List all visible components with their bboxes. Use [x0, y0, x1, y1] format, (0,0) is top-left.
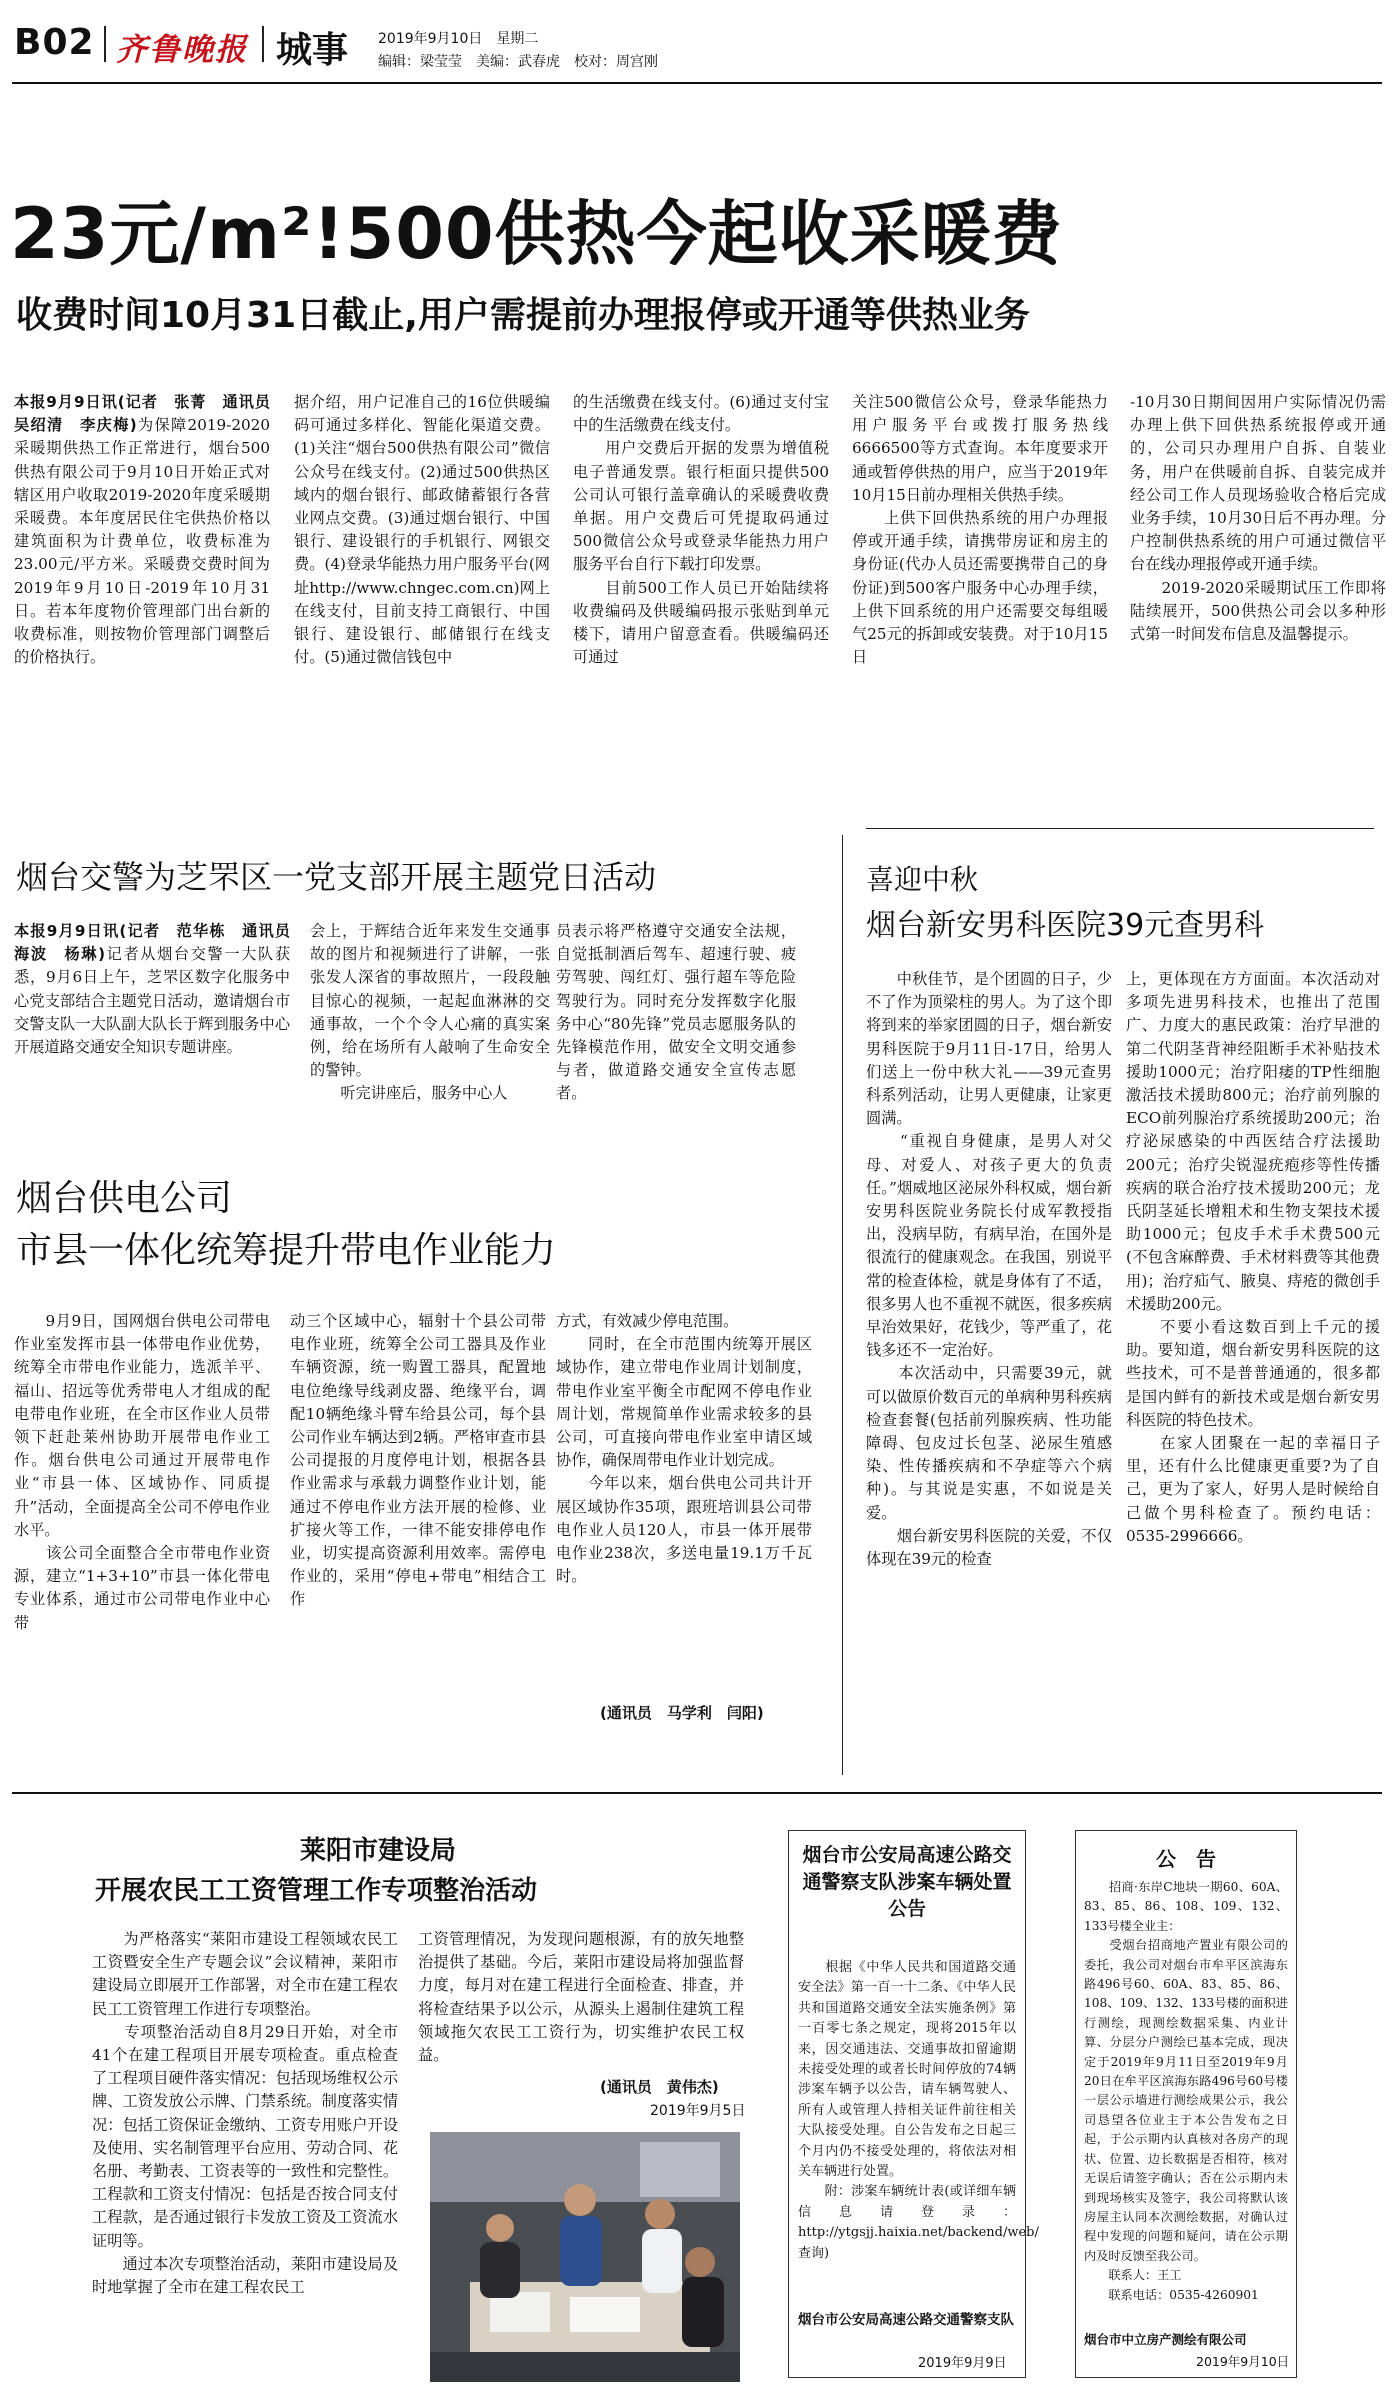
issue-date: 2019年9月10日 星期二: [378, 31, 539, 47]
hospital-headline-1: 喜迎中秋: [866, 863, 979, 896]
column-divider: [842, 835, 843, 1775]
party-column-3: 员表示将严格遵守交通安全法规，自觉抵制酒后驾车、超速行驶、疲劳驾驶、闯红灯、强行超车等危险驾驶行为。同时充分发挥数字化服务中心“80先锋”党员志愿服务队的先锋模范作用，做安全文明交通参与者，做道路交通安全宣传志愿者。: [556, 922, 796, 1103]
power-column-2: 动三个区域中心，辐射十个县公司带电作业班，统筹全公司工器具及作业车辆资源，统一购置工器具，配置地电位绝缘导线剥皮器、绝缘平台，调配10辆绝缘斗臂车给县公司，每个县公司作业车辆达到2辆。严格审查市县公司提报的月度停电计划，根据各县作业需求与承载力调整作业计划，能通过不停电作业方法开展的检修、业扩接火等工作，一律不能安排停电作业，切实提高资源利用效率。需停电作业的，采用“停电+带电”相结合工作: [290, 1312, 546, 1609]
power-headline-1: 烟台供电公司: [16, 1178, 233, 1219]
power-signoff: (通讯员 马学利 闫阳): [600, 1704, 764, 1722]
laiyang-date: 2019年9月5日: [650, 2103, 746, 2119]
section-rule-1: [866, 828, 1374, 829]
laiyang-column-1: 为严格落实“莱阳市建设工程领域农民工工资暨安全生产专题会议”会议精神，莱阳市建设局立即展开工作部署，对全市在建工程农民工工资管理工作进行专项整治。 专项整治活动自8月29日开始，对全市41个在建工程项目开展专项检查。重点检查了工程项目硬件落实情况：包括现场维权公示牌、工资发放公示牌、门禁系统。制度落实情况：包括工资保证金缴纳、工资专用账户开设及使用、实名制管理平台应用、劳动合同、花名册、考勤表、工资表等的一致性和完整性。工程款和工资支付情况：包括是否按合同支付工程款，是否通过银行卡发放工资及工资流水证明等。 通过本次专项整治活动，莱阳市建设局及时地掌握了全市在建工程农民工: [92, 1930, 398, 2297]
police-date: 2019年9月9日: [918, 2356, 1007, 2371]
power-headline-2: 市县一体化统筹提升带电作业能力: [16, 1230, 557, 1271]
laiyang-column-2: 工资管理情况，为发现问题根源，有的放矢地整治提供了基础。今后，莱阳市建设局将加强监督力度，每月对在建工程进行全面检查、排查，并将检查结果予以公示，从源头上遏制住建筑工程领域拖欠农民工工资行为，切实维护农民工权益。: [418, 1930, 744, 2065]
hospital-headline-2: 烟台新安男科医院39元查男科: [866, 908, 1265, 943]
lead-text-1: 为保障2019-2020采暖期供热工作正常进行，烟台500供热有限公司于9月10日开始正式对辖区用户收取2019-2020年度采暖期采暖费。本年度居民住宅供热价格以建筑面积为计费单位，收费标准为23.00元/平方米。采暖费交费时间为2019年9月10日-2019年10月31日。若本年度物价管理部门出台新的收费标准，则按物价管理部门调整后的价格执行。: [14, 416, 270, 667]
public-notice-body: 招商·东岸C地块一期60、60A、83、85、86、108、109、132、133号楼全业主： 受烟台招商地产置业有限公司的委托，我公司对烟台市牟平区滨海东路496号60、60A、83、85、86、108、109、132、133号楼的面积进行测绘，现测绘数据采集、内业计算、分层分户测绘已基本完成，现决定于2019年9月11日至2019年9月20日在牟平区滨海东路496号60号楼一层公示墙进行测绘成果公示，我公司恳望各位业主于本公告发布之日起，于公示期内认真核对各房产的现状、位置、边长数据是否相符，核对无误后请签字确认；否在公示期内未到现场核实及签字，我公司将默认该房屋主认同本次测绘数据，对确认过程中发现的问题和疑问，请在公示期内及时反馈至我公司。 联系人：王工 联系电话：0535-4260901: [1084, 1880, 1288, 2302]
laiyang-headline-1: 莱阳市建设局: [300, 1836, 457, 1866]
newspaper-logo: 齐鲁晚报: [116, 32, 248, 68]
bottom-section-rule: [12, 1792, 1382, 1794]
hospital-column-1: 中秋佳节，是个团圆的日子，少不了作为顶梁柱的男人。为了这个即将到来的举家团圆的日子，烟台新安男科医院于9月11日-17日，给男人们送上一份中秋大礼——39元查男科系列活动，让男人更健康，让家更圆满。 “重视自身健康，是男人对父母、对爱人、对孩子更大的负责任。”烟威地区泌尿外科权威，烟台新安男科医院业务院长付成军教授指出，没病早防，有病早治，在国外是很流行的健康观念。在我国，别说平常的检查体检，就是身体有了不适，很多男人也不重视不就医，很多疾病早治效果好，花钱少，等严重了，花钱多还不一定治好。 本次活动中，只需要39元，就可以做原价数百元的单病种男科疾病检查套餐(包括前列腺疾病、性功能障碍、包皮过长包茎、泌尿生殖感染、性传播疾病和不孕症等六个病种)。与其说是实惠，不如说是关爱。 烟台新安男科医院的关爱，不仅体现在39元的检查: [866, 970, 1112, 1569]
meeting-photo-illustration: [430, 2132, 740, 2382]
lead-column-5: -10月30日期间因用户实际情况仍需办理上供下回供热系统报停或开通的，公司只办理用户自拆、自装业务，用户在供暖前自拆、自装完成并经公司工作人员现场验收合格后完成业务手续，10月30日后不再办理。分户控制供热系统的用户可通过微信平台在线办理报停或开通手续。 2019-2020采暖期试压工作即将陆续展开，500供热公司会以多种形式第一时间发布信息及温馨提示。: [1130, 393, 1386, 644]
party-column-2: 会上，于辉结合近年来发生交通事故的图片和视频进行了讲解，一张张发人深省的事故照片，一段段触目惊心的视频，一起起血淋淋的交通事故，一个个令人心痛的真实案例，给在场所有人敲响了生命安全的警钟。 听完讲座后，服务中心人: [310, 922, 550, 1103]
header-rule: [12, 82, 1382, 84]
lead-byline: 本报9月9日讯(记者 张菁 通讯员 吴绍清 李庆梅): [14, 393, 286, 435]
power-column-1: 9月9日，国网烟台供电公司带电作业室发挥市县一体带电作业优势，统筹全市带电作业能力，选派羊平、福山、招远等优秀带电人才组成的配电带电作业班，在全市区作业人员带领下赶赴莱州协助开展带电作业工作。烟台供电公司通过开展带电作业“市县一体、区域协作、同质提升”活动，全面提高全公司不停电作业水平。 该公司全面整合全市带电作业资源，建立“1+3+10”市县一体化带电专业体系，通过市公司带电作业中心带: [14, 1312, 270, 1632]
public-notice-title: 公 告: [1156, 1847, 1216, 1871]
party-headline: 烟台交警为芝罘区一党支部开展主题党日活动: [16, 858, 657, 896]
party-column-1: [14, 920, 306, 1140]
police-headline: 烟台市公安局高速公路交通警察支队涉案车辆处置公告: [802, 1844, 1012, 1920]
public-notice-signoff: 烟台市中立房产测绘有限公司: [1084, 2332, 1247, 2347]
header-divider-2: [262, 26, 264, 62]
lead-subhead: 收费时间10月31日截止,用户需提前办理报停或开通等供热业务: [16, 295, 1030, 336]
public-notice-date: 2019年9月10日: [1196, 2354, 1290, 2369]
laiyang-signoff: (通讯员 黄伟杰): [600, 2078, 719, 2096]
page-number: B02: [14, 22, 95, 63]
lead-headline: 23元/m²!500供热今起收采暖费: [10, 193, 1063, 275]
police-signoff: 烟台市公安局高速公路交通警察支队: [798, 2312, 1014, 2328]
section-name: 城事: [276, 30, 349, 71]
editor-credits: 编辑：梁莹莹 美编：武春虎 校对：周宫刚: [378, 54, 658, 70]
lead-column-4: 关注500微信公众号，登录华能热力用户服务平台或拨打服务热线6666500等方式查询。本年度要求开通或暂停供热的用户，应当于2019年10月15日前办理相关供热手续。 上供下回供热系统的用户办理报停或开通手续，请携带房证和房主的身份证(代办人员还需要携带自己的身份证)到500客户服务中心办理手续，上供下回系统的用户还需要交每组暖气25元的拆卸或安装费。对于10月15日: [852, 393, 1108, 667]
power-column-3: 方式，有效减少停电范围。 同时，在全市范围内统筹开展区域协作，建立带电作业周计划制度，带电作业室平衡全市配网不停电作业周计划，常规简单作业需求较多的县公司，可直接向带电作业室申请区域协作，确保周带电作业计划完成。 今年以来，烟台供电公司共计开展区域协作35项，跟班培训县公司带电作业人员120人，市县一体开展带电作业238次，多送电量19.1万千瓦时。: [556, 1312, 812, 1586]
lead-column-2: 据介绍，用户记准自己的16位供暖编码可通过多样化、智能化渠道交费。(1)关注“烟台500供热有限公司”微信公众号在线支付。(2)通过500供热区域内的烟台银行、邮政储蓄银行各营业网点交费。(3)通过烟台银行、中国银行、建设银行的手机银行、网银交费。(4)登录华能热力用户服务平台(网址http://www.chngec.com.cn)网上在线支付，目前支持工商银行、中国银行、建设银行、邮储银行在线支付。(5)通过微信钱包中: [294, 393, 550, 667]
party-byline: 本报9月9日讯(记者 范华栋 通讯员 海波 杨琳): [14, 922, 306, 964]
header-divider: [104, 26, 106, 62]
lead-column-1: [14, 391, 286, 741]
hospital-column-2: 上，更体现在方方面面。本次活动对多项先进男科技术，也推出了范围广、力度大的惠民政策：治疗早泄的第二代阴茎背神经阻断手术补贴技术援助1000元；治疗阳痿的TP性细胞激活技术援助800元；治疗前列腺的ECO前列腺治疗系统援助200元；治疗泌尿感染的中西医结合疗法援助200元；治疗尖锐湿疣疱疹等性传播疾病的联合治疗技术援助200元；龙氏阴茎延长增粗术和生物支架技术援助1000元；包皮手术手术费500元(不包含麻醉费、手术材料费等其他费用)；治疗疝气、腋臭、痔疮的微创手术援助200元。 不要小看这数百到上千元的援助。要知道，烟台新安男科医院的这些技术，可不是普普通通的，很多都是国内鲜有的新技术或是烟台新安男科医院的特色技术。 在家人团聚在一起的幸福日子里，还有什么比健康更重要?为了自己，更为了家人，好男人是时候给自己做个男科检查了。预约电话：0535-2996666。: [1126, 970, 1380, 1545]
lead-column-3: 的生活缴费在线支付。(6)通过支付宝中的生活缴费在线支付。 用户交费后开据的发票为增值税电子普通发票。银行柜面只提供500公司认可银行盖章确认的采暖费收费单据。用户交费后可凭提取码通过500微信公众号或登录华能热力用户服务平台自行下载打印发票。 目前500工作人员已开始陆续将收费编码及供暖编码报示张贴到单元楼下，请用户留意查看。供暖编码还可通过: [573, 393, 829, 667]
meeting-photo: [430, 2132, 740, 2382]
laiyang-headline-2: 开展农民工工资管理工作专项整治活动: [95, 1876, 538, 1906]
party-text-1: 记者从烟台交警一大队获悉，9月6日上午，芝罘区数字化服务中心党支部结合主题党日活动，邀请烟台市交警支队一大队副大队长于辉到服务中心开展道路交通安全知识专题讲座。: [14, 945, 291, 1057]
police-body: 根据《中华人民共和国道路交通安全法》第一百一十二条、《中华人民共和国道路交通安全法实施条例》第一百零七条之规定，现将2015年以来，因交通违法、交通事故扣留逾期未接受处理的或者长时间停放的74辆涉案车辆予以公告，请车辆驾驶人、所有人或管理人持相关证件前往相关大队接受处理。自公告发布之日起三个月内仍不接受处理的，将依法对相关车辆进行处置。 附：涉案车辆统计表(或详细车辆信息请登录：http://ytgsjj.haixia.net/backend/web/查询): [798, 1960, 1039, 2261]
